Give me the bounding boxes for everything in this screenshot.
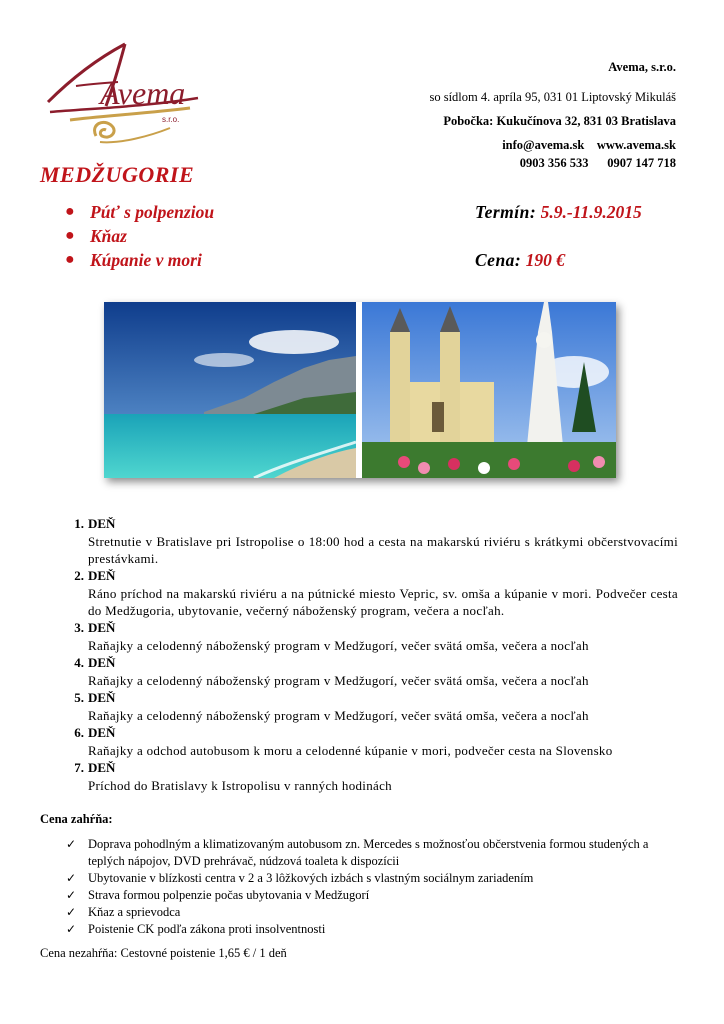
- day-description: Stretnutie v Bratislave pri Istropolise o 18:00 hod a cesta na makarskú riviéru s krátkymi občerstvovacími prestávkami.: [88, 534, 678, 566]
- check-icon: ✓: [66, 905, 77, 919]
- day-label: DEŇ: [88, 655, 116, 670]
- itinerary-day: [66, 690, 678, 724]
- day-label: DEŇ: [88, 620, 116, 635]
- highlight-row: [65, 250, 685, 274]
- term-label: Termín:: [475, 202, 537, 222]
- term-value: 5.9.-11.9.2015: [540, 202, 642, 222]
- company-name: Avema, s.r.o.: [608, 60, 676, 74]
- church-photo: [362, 302, 616, 478]
- list-item: [66, 904, 686, 921]
- company-phones: 0903 356 533 0907 147 718: [519, 156, 676, 170]
- destination-photos: [104, 302, 616, 478]
- day-number: 6.: [74, 725, 84, 740]
- included-text: Poistenie CK podľa zákona proti insolventnosti: [88, 922, 326, 936]
- check-icon: ✓: [66, 888, 77, 902]
- company-logo: [40, 40, 205, 152]
- bullet-icon: ●: [65, 251, 75, 268]
- list-item: [66, 921, 686, 938]
- day-label: DEŇ: [88, 725, 116, 740]
- day-number: 4.: [74, 655, 84, 670]
- included-list: [66, 836, 686, 938]
- check-icon: ✓: [66, 871, 77, 885]
- included-text: Ubytovanie v blízkosti centra v 2 a 3 lôžkových izbách s vlastným sociálnym zariadením: [88, 871, 534, 885]
- trip-price: [475, 250, 565, 271]
- itinerary-day: [66, 725, 678, 759]
- highlight-row: [65, 202, 685, 226]
- day-number: 7.: [74, 760, 84, 775]
- check-icon: ✓: [66, 922, 77, 936]
- price-value: 190 €: [525, 250, 565, 270]
- highlight-text: Kúpanie v mori: [90, 250, 202, 270]
- page-title: MEDŽUGORIE: [40, 162, 195, 187]
- check-icon: ✓: [66, 837, 77, 851]
- included-title: Cena zahŕňa:: [40, 812, 113, 826]
- highlight-row: [65, 226, 685, 250]
- company-branch: Pobočka: Kukučínova 32, 831 03 Bratislava: [443, 114, 676, 128]
- itinerary-day: [66, 655, 678, 689]
- itinerary-day: [66, 568, 678, 619]
- logo-sub: s.r.o.: [162, 115, 180, 124]
- trip-highlights: [65, 202, 685, 274]
- highlight-text: Kňaz: [90, 226, 127, 246]
- bullet-icon: ●: [65, 227, 75, 244]
- day-description: Ráno príchod na makarskú riviéru a na pútnické miesto Vepric, sv. omša a kúpanie v mori. Podvečer cesta do Medžugoria, ubytovanie, večerný náboženský program, večera a nocľah.: [88, 586, 678, 618]
- day-description: Raňajky a odchod autobusom k moru a celodenné kúpanie v mori, podvečer cesta na Slovensko: [88, 743, 613, 758]
- day-number: 3.: [74, 620, 84, 635]
- itinerary-day: [66, 516, 678, 567]
- logo-graphic: [40, 40, 205, 152]
- company-contact[interactable]: info@avema.sk www.avema.sk: [502, 138, 676, 152]
- company-address: so sídlom 4. apríla 95, 031 01 Liptovský Mikuláš: [429, 90, 676, 104]
- list-item: [66, 887, 686, 904]
- day-label: DEŇ: [88, 516, 116, 531]
- itinerary: [66, 516, 678, 795]
- trip-term: [475, 202, 642, 223]
- not-included-note: Cena nezahŕňa: Cestovné poistenie 1,65 € / 1 deň: [40, 946, 287, 960]
- included-text: Kňaz a sprievodca: [88, 905, 181, 919]
- list-item: [66, 870, 686, 887]
- day-description: Príchod do Bratislavy k Istropolisu v ranných hodinách: [88, 778, 392, 793]
- day-description: Raňajky a celodenný náboženský program v Medžugorí, večer svätá omša, večera a nocľah: [88, 708, 589, 723]
- price-label: Cena:: [475, 250, 522, 270]
- photo-collage: [104, 302, 616, 478]
- day-label: DEŇ: [88, 690, 116, 705]
- list-item: [66, 836, 686, 870]
- day-number: 2.: [74, 568, 84, 583]
- day-description: Raňajky a celodenný náboženský program v Medžugorí, večer svätá omša, večera a nocľah: [88, 638, 589, 653]
- included-text: Strava formou polpenzie počas ubytovania v Medžugorí: [88, 888, 370, 902]
- itinerary-day: [66, 760, 678, 794]
- day-number: 1.: [74, 516, 84, 531]
- day-number: 5.: [74, 690, 84, 705]
- highlight-text: Púť s polpenziou: [90, 202, 215, 222]
- company-info: [429, 58, 676, 172]
- day-label: DEŇ: [88, 760, 116, 775]
- bullet-icon: ●: [65, 203, 75, 220]
- day-description: Raňajky a celodenný náboženský program v Medžugorí, večer svätá omša, večera a nocľah: [88, 673, 589, 688]
- beach-photo: [104, 302, 356, 478]
- day-label: DEŇ: [88, 568, 116, 583]
- logo-text: Avema: [100, 75, 186, 111]
- included-text: Doprava pohodlným a klimatizovaným autobusom zn. Mercedes s možnosťou občerstvenia formou studených a teplých nápojov, DVD prehrávač, núdzová toaleta k dispozícii: [88, 837, 649, 868]
- itinerary-day: [66, 620, 678, 654]
